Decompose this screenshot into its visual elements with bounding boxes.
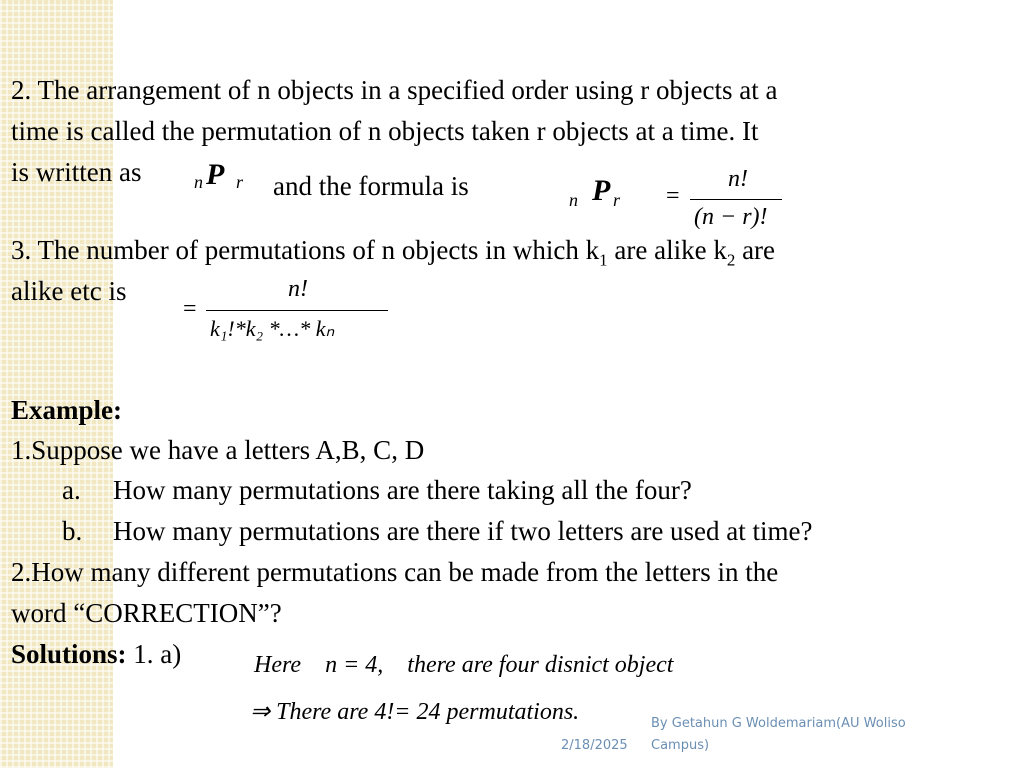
p3-mid: are alike k [607,235,727,265]
formula-fraction-bar [690,199,782,200]
formula-p: P [592,174,611,207]
formula-r: r [613,190,621,210]
solutions-line [11,638,181,670]
solutions-ref: 1. a) [126,639,182,669]
footer-date: 2/18/2025 [561,738,628,753]
npr-r: r [236,172,244,192]
formula-equals: = [666,183,680,209]
alike-denominator: k₁!*k₂ *…* kₙ [210,316,335,341]
npr-n: n [194,172,203,192]
formula-intro: and the formula is [273,171,469,201]
p3-end: are [735,235,776,265]
example-2-line-1: 2.How many different permutations can be made from the letters in the [11,557,779,587]
formula-denominator: (n − r)! [694,204,768,230]
p3-sub-1: 1 [599,250,608,270]
alike-equals: = [183,296,197,322]
paragraph-2-line-1: 2. The arrangement of n objects in a specified order using r objects at a [11,75,778,105]
example-1b: How many permutations are there if two letters are used at time? [113,516,813,546]
paragraph-3-line-1 [11,234,776,270]
solution-line-1: Here n = 4, there are four disnict object [254,652,674,678]
solution-line-2: ⇒ There are 4!= 24 permutations. [250,699,580,725]
example-1: 1.Suppose we have a letters A,B, C, D [11,435,425,465]
p3-start: 3. The number of permutations of n objects in which k [11,235,600,265]
example-1a-marker: a. [62,475,81,505]
paragraph-2-line-2: time is called the permutation of n objects taken r objects at a time. It [11,116,759,146]
example-1a: How many permutations are there taking all the four? [113,475,692,505]
alike-fraction-bar [206,310,388,311]
formula-n: n [569,190,578,210]
p3-sub-2: 2 [726,250,736,270]
example-1b-marker: b. [62,516,83,546]
footer-author-line-2: Campus) [651,738,710,753]
paragraph-3-line-2: alike etc is [11,276,127,306]
solutions-label: Solutions: [11,639,127,669]
alike-numerator: n! [288,276,308,302]
npr-p: P [206,158,225,191]
example-2-line-2: word “CORRECTION”? [11,598,282,628]
example-heading: Example: [11,395,122,425]
formula-numerator: n! [728,166,748,192]
footer-author-line-1: By Getahun G Woldemariam(AU Woliso [651,716,906,731]
paragraph-2-line-3: is written as [11,157,142,187]
